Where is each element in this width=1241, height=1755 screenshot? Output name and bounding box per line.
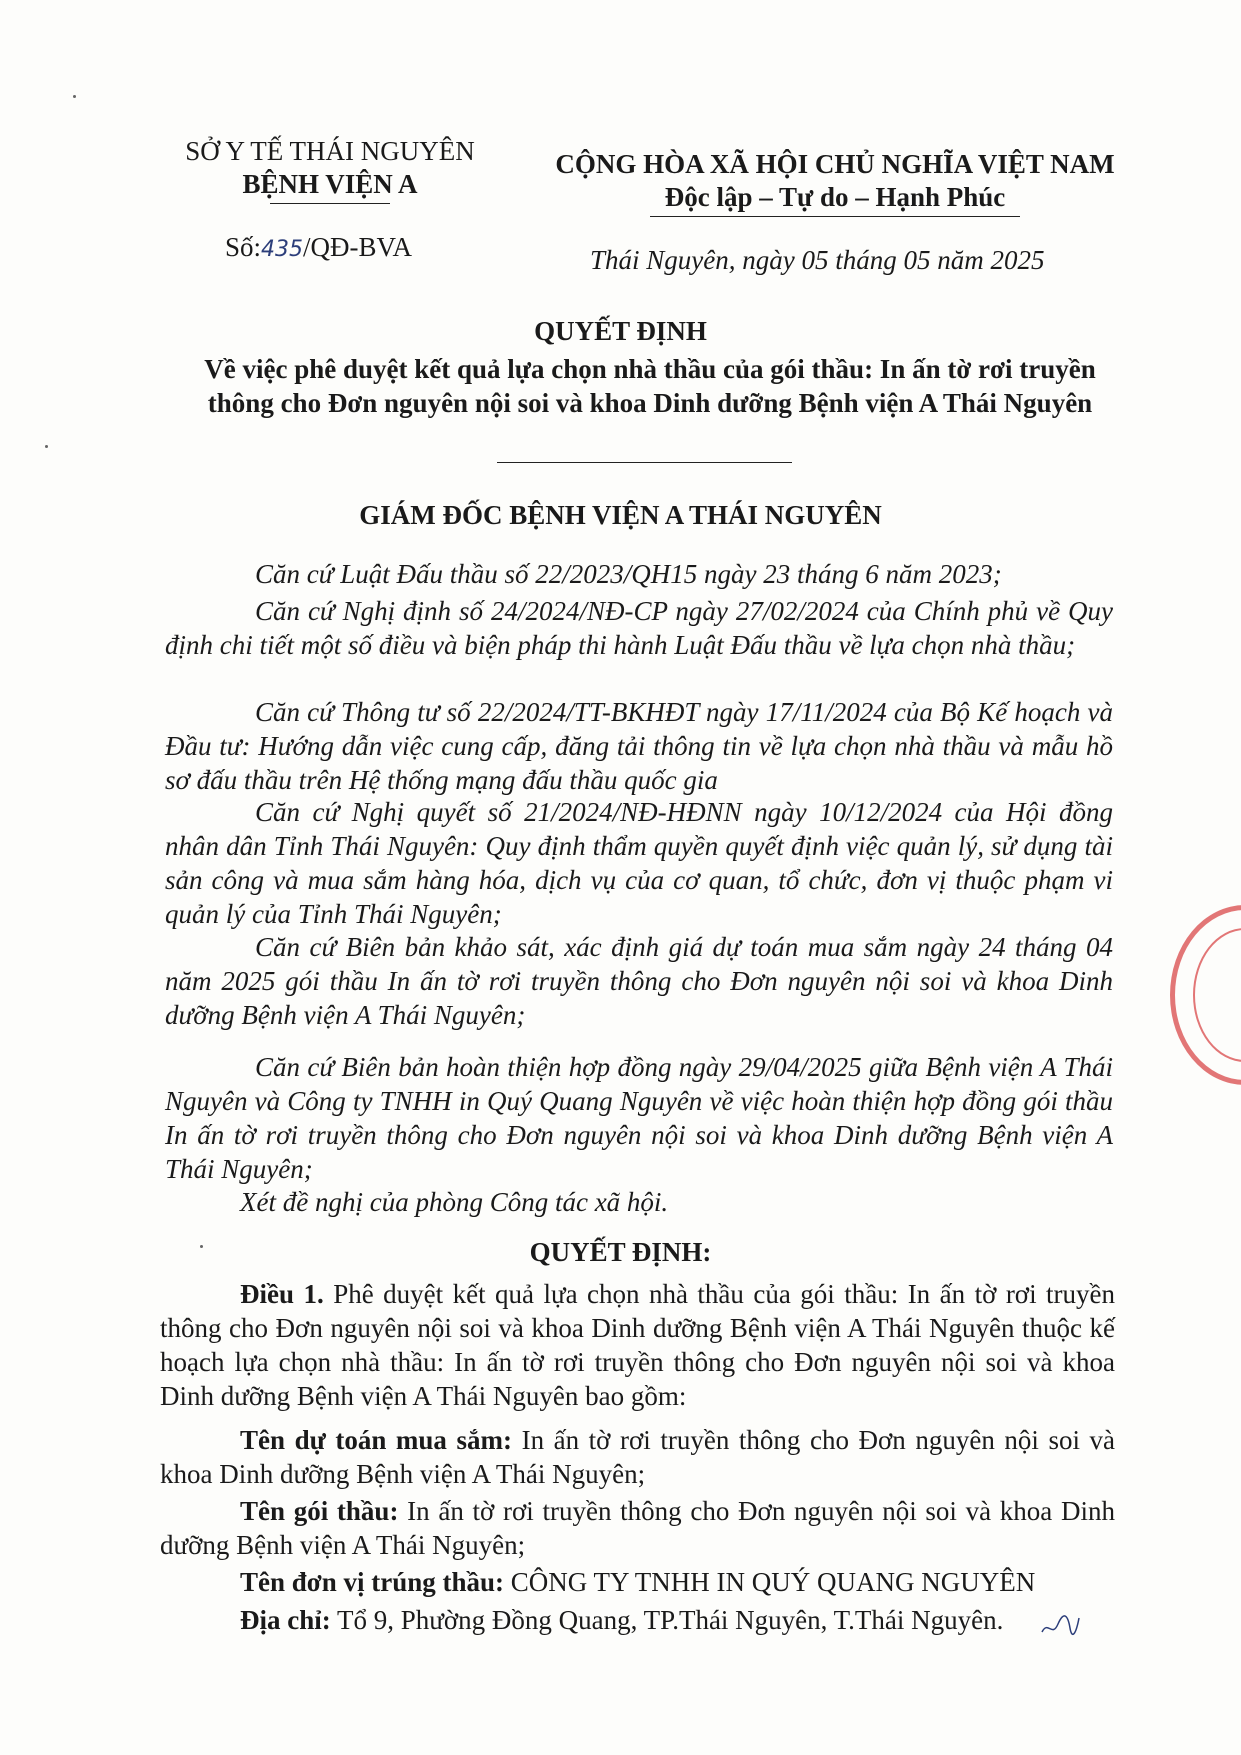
subject-underline — [497, 462, 792, 463]
number-suffix: /QĐ-BVA — [303, 232, 413, 262]
legal-basis-item: Căn cứ Biên bản khảo sát, xác định giá dự toán mua sắm ngày 24 tháng 04 năm 2025 gói thầu In ấn tờ rơi truyền thông cho Đơn nguyên nội soi và khoa Dinh dưỡng Bệnh viện A Thái Nguyên; — [165, 932, 1113, 1030]
issuing-authority: GIÁM ĐỐC BỆNH VIỆN A THÁI NGUYÊN — [359, 500, 882, 530]
handwritten-number: 435 — [261, 237, 304, 262]
scan-speck — [73, 95, 76, 98]
legal-basis-item: Căn cứ Biên bản hoàn thiện hợp đồng ngày 29/04/2025 giữa Bệnh viện A Thái Nguyên và Công ty TNHH in Quý Quang Nguyên về việc hoàn thiện hợp đồng gói thầu In ấn tờ rơi truyền thông cho Đơn nguyên nội soi và khoa Dinh dưỡng Bệnh viện A Thái Nguyên; — [165, 1052, 1113, 1184]
contractor-address: Địa chỉ: Tổ 9, Phường Đồng Quang, TP.Thái Nguyên, T.Thái Nguyên. — [240, 1605, 1004, 1635]
document-title: QUYẾT ĐỊNH — [534, 316, 707, 346]
initials-signature — [1040, 1610, 1080, 1640]
article-label: Điều 1. — [240, 1279, 324, 1309]
scan-speck — [45, 445, 48, 448]
legal-basis-item: Căn cứ Nghị định số 24/2024/NĐ-CP ngày 27/02/2024 của Chính phủ về Quy định chi tiết một số điều và biện pháp thi hành Luật Đấu thầu về lựa chọn nhà thầu; — [165, 596, 1113, 660]
hospital-name: BỆNH VIỆN A — [242, 169, 418, 199]
article-text: Phê duyệt kết quả lựa chọn nhà thầu của gói thầu: In ấn tờ rơi truyền thông cho Đơn nguyên nội soi và khoa Dinh dưỡng Bệnh viện A Thái Nguyên thuộc kế hoạch lựa chọn nhà thầu: In ấn tờ rơi truyền thông cho Đơn nguyên nội soi và khoa Dinh dưỡng Bệnh viện A Thái Nguyên bao gồm: — [160, 1279, 1116, 1411]
document-number — [225, 232, 412, 263]
decision-heading: QUYẾT ĐỊNH: — [529, 1237, 712, 1267]
article-1 — [160, 1277, 1115, 1413]
hospital-underline — [270, 203, 390, 204]
legal-basis-item: Xét đề nghị của phòng Công tác xã hội. — [240, 1187, 669, 1217]
estimate-name: Tên dự toán mua sắm: In ấn tờ rơi truyền thông cho Đơn nguyên nội soi và khoa Dinh dưỡng Bệnh viện A Thái Nguyên; — [160, 1425, 1116, 1489]
national-header — [535, 148, 1135, 217]
issue-date: Thái Nguyên, ngày 05 tháng 05 năm 2025 — [590, 245, 1045, 275]
legal-basis-item: Căn cứ Luật Đấu thầu số 22/2023/QH15 ngày 23 tháng 6 năm 2023; — [255, 559, 1002, 589]
red-seal-stamp — [1170, 905, 1241, 1085]
scan-speck — [200, 1245, 203, 1248]
legal-basis-item: Căn cứ Thông tư số 22/2024/TT-BKHĐT ngày 17/11/2024 của Bộ Kế hoạch và Đầu tư: Hướng dẫn việc cung cấp, đăng tải thông tin về lựa chọn nhà thầu và mẫu hồ sơ đấu thầu trên Hệ thống mạng đấu thầu quốc gia — [165, 697, 1113, 795]
winning-contractor: Tên đơn vị trúng thầu: CÔNG TY TNHH IN QUÝ QUANG NGUYÊN — [240, 1567, 1036, 1597]
package-name: Tên gói thầu: In ấn tờ rơi truyền thông cho Đơn nguyên nội soi và khoa Dinh dưỡng Bệnh viện A Thái Nguyên; — [160, 1496, 1115, 1560]
number-prefix: Số: — [225, 232, 262, 262]
issuer-block — [150, 135, 510, 204]
document-subject: Về việc phê duyệt kết quả lựa chọn nhà thầu của gói thầu: In ấn tờ rơi truyền thông cho Đơn nguyên nội soi và khoa Dinh dưỡng Bệnh viện A Thái Nguyên — [204, 354, 1096, 418]
legal-basis-item: Căn cứ Nghị quyết số 21/2024/NĐ-HĐNN ngày 10/12/2024 của Hội đồng nhân dân Tỉnh Thái Nguyên: Quy định thẩm quyền quyết định việc quản lý, sử dụng tài sản công và mua sắm hàng hóa, dịch vụ của cơ quan, tổ chức, đơn vị thuộc phạm vi quản lý của Tỉnh Thái Nguyên; — [165, 797, 1113, 929]
national-motto: Độc lập – Tự do – Hạnh Phúc — [664, 182, 1006, 212]
department-name: SỞ Y TẾ THÁI NGUYÊN — [185, 136, 475, 166]
country-name: CỘNG HÒA XÃ HỘI CHỦ NGHĨA VIỆT NAM — [555, 149, 1115, 179]
motto-underline — [650, 216, 1020, 217]
